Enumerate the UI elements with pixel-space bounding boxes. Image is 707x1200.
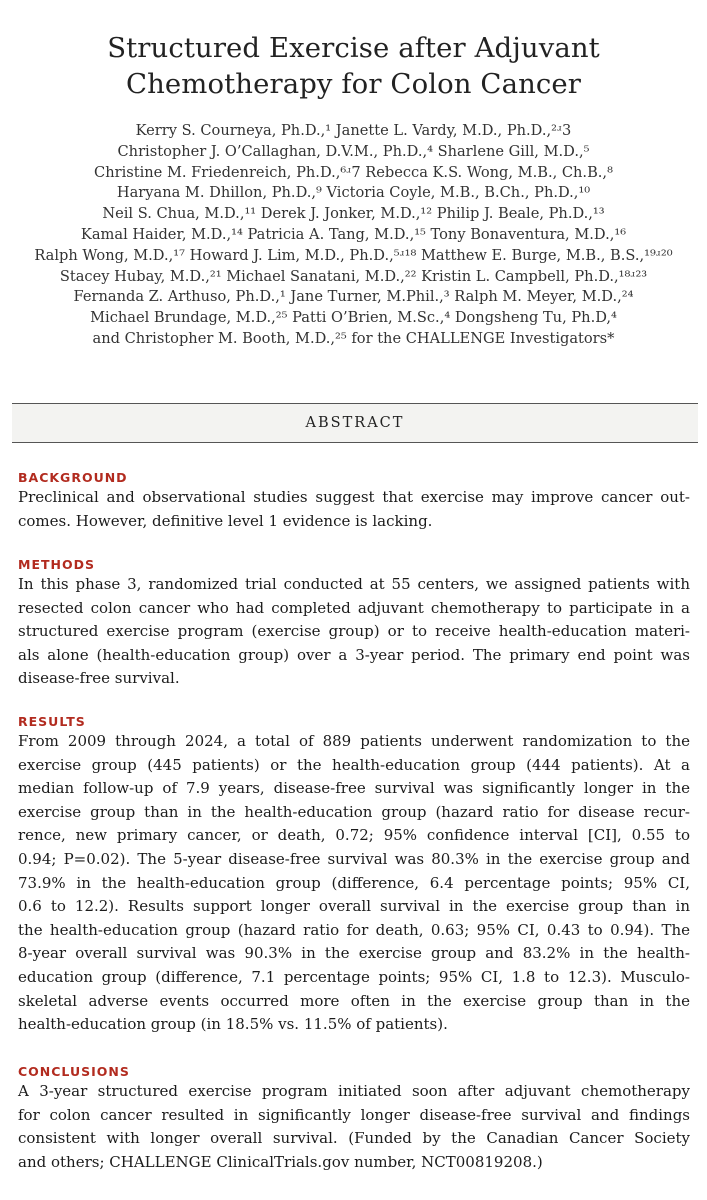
text-line: From 2009 through 2024, a total of 889 patients underwent randomization to the — [18, 732, 690, 750]
author-line: Fernanda Z. Arthuso, Ph.D.,¹ Jane Turner, M.Phil.,³ Ralph M. Meyer, M.D.,²⁴ — [73, 288, 634, 306]
results-heading: RESULTS — [18, 714, 86, 729]
text-line: structured exercise program (exercise group) or to receive health-education materi- — [18, 622, 690, 641]
text-line: skeletal adverse events occurred more often in the exercise group than in the — [18, 991, 690, 1010]
author-line: Kerry S. Courneya, Ph.D.,¹ Janette L. Vardy, M.D., Ph.D.,²ʴ3 — [135, 122, 572, 139]
text-line: 8-year overall survival was 90.3% in the exercise group and 83.2% in the health- — [18, 944, 690, 963]
text-line: education group (difference, 7.1 percentage points; 95% CI, 1.8 to 12.3). Musculo- — [18, 967, 690, 986]
text-line: exercise group than in the health-education group (hazard ratio for disease recur- — [18, 802, 690, 821]
results-text — [18, 730, 690, 1037]
text-line: Preclinical and observational studies suggest that exercise may improve cancer out- — [18, 488, 690, 506]
methods-text — [18, 573, 690, 691]
author-line: Christine M. Friedenreich, Ph.D.,⁶ʴ7 Rebecca K.S. Wong, M.B., Ch.B.,⁸ — [94, 163, 613, 181]
text-line: median follow-up of 7.9 years, disease-free survival was significantly longer in the — [18, 779, 690, 798]
author-line: and Christopher M. Booth, M.D.,²⁵ for the CHALLENGE Investigators* — [92, 329, 615, 347]
methods-section — [18, 557, 690, 691]
title-line-2: Chemotherapy for Colon Cancer — [125, 68, 581, 100]
text-line: comes. However, definitive level 1 evidence is lacking. — [18, 511, 433, 530]
text-line: and others; CHALLENGE ClinicalTrials.gov number, NCT00819208.) — [18, 1152, 543, 1171]
text-line: resected colon cancer who had completed adjuvant chemotherapy to participate in a — [18, 598, 690, 617]
author-line: Haryana M. Dhillon, Ph.D.,⁹ Victoria Coyle, M.B., B.Ch., Ph.D.,¹⁰ — [116, 184, 591, 202]
text-line: als alone (health-education group) over a 3-year period. The primary end point was — [18, 645, 690, 664]
conclusions-text — [18, 1080, 690, 1174]
author-list — [0, 121, 707, 350]
author-line: Michael Brundage, M.D.,²⁵ Patti O’Brien, M.Sc.,⁴ Dongsheng Tu, Ph.D,⁴ — [90, 309, 617, 327]
text-line: the health-education group (hazard ratio for death, 0.63; 95% CI, 0.43 to 0.94). The — [18, 920, 690, 939]
author-line: Stacey Hubay, M.D.,²¹ Michael Sanatani, M.D.,²² Kristin L. Campbell, Ph.D.,¹⁸ʴ²³ — [59, 267, 648, 285]
author-line: Kamal Haider, M.D.,¹⁴ Patricia A. Tang, M.D.,¹⁵ Tony Bonaventura, M.D.,¹⁶ — [80, 225, 627, 243]
text-line: health-education group (in 18.5% vs. 11.5% of patients). — [18, 1015, 448, 1034]
text-line: In this phase 3, randomized trial conducted at 55 centers, we assigned patients with — [18, 575, 690, 593]
text-line: consistent with longer overall survival. (Funded by the Canadian Cancer Society — [18, 1129, 690, 1148]
author-line: Christopher J. O’Callaghan, D.V.M., Ph.D.,⁴ Sharlene Gill, M.D.,⁵ — [117, 142, 590, 160]
background-heading: BACKGROUND — [18, 470, 128, 485]
text-line: 0.6 to 12.2). Results support longer overall survival in the exercise group than in — [18, 897, 690, 916]
text-line: 0.94; P=0.02). The 5-year disease-free survival was 80.3% in the exercise group and — [18, 849, 690, 868]
conclusions-section — [18, 1064, 690, 1174]
text-line: for colon cancer resulted in significantly longer disease-free survival and findings — [18, 1105, 690, 1124]
methods-heading: METHODS — [18, 557, 95, 572]
text-line: A 3-year structured exercise program initiated soon after adjuvant chemotherapy — [18, 1082, 690, 1100]
author-line: Neil S. Chua, M.D.,¹¹ Derek J. Jonker, M.D.,¹² Philip J. Beale, Ph.D.,¹³ — [102, 205, 605, 223]
text-line: 73.9% in the health-education group (difference, 6.4 percentage points; 95% CI, — [18, 873, 690, 892]
conclusions-heading: CONCLUSIONS — [18, 1064, 130, 1079]
results-section — [18, 714, 690, 1037]
text-line: exercise group (445 patients) or the health-education group (444 patients). At a — [18, 755, 690, 774]
text-line: rence, new primary cancer, or death, 0.72; 95% confidence interval [CI], 0.55 to — [18, 826, 690, 845]
background-text — [18, 486, 690, 533]
background-section — [18, 470, 690, 533]
title-line-1: Structured Exercise after Adjuvant — [107, 32, 600, 64]
abstract-header: ABSTRACT — [12, 403, 698, 443]
article-title — [0, 30, 707, 102]
text-line: disease-free survival. — [18, 669, 180, 688]
author-line: Ralph Wong, M.D.,¹⁷ Howard J. Lim, M.D., Ph.D.,⁵ʴ¹⁸ Matthew E. Burge, M.B., B.S.,¹⁹ʴ²⁰ — [34, 246, 673, 264]
